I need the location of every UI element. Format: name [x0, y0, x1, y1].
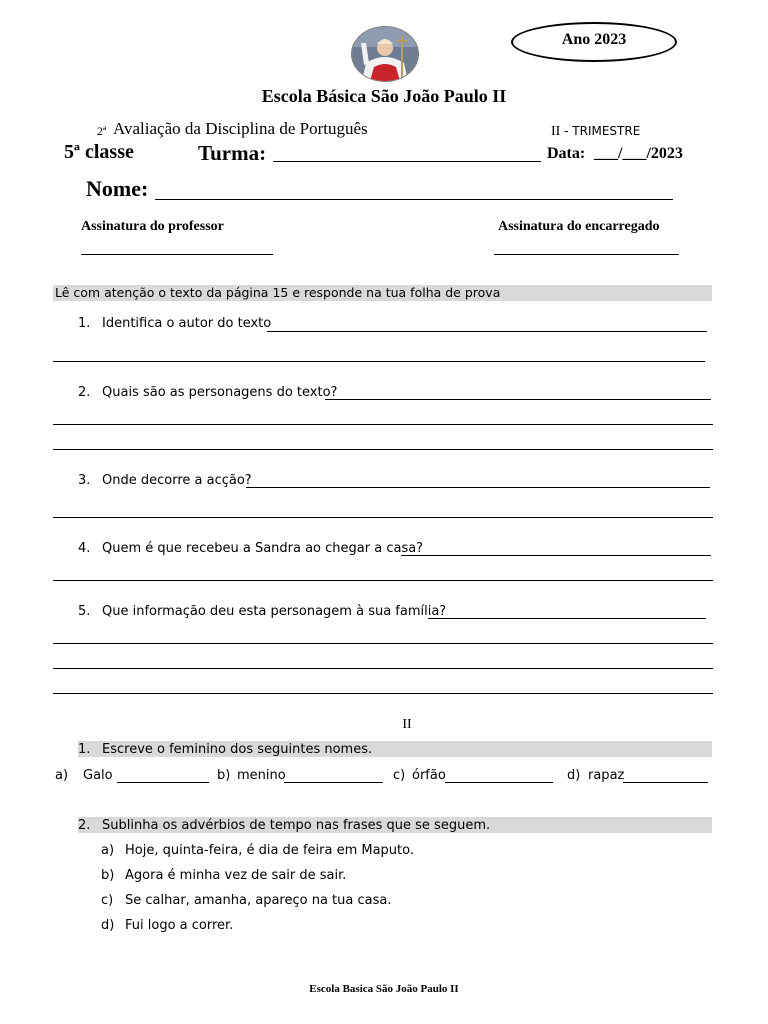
answer-line[interactable] — [325, 399, 711, 400]
question-number: 5. — [78, 604, 91, 619]
portrait-photo — [351, 26, 419, 82]
answer-line[interactable] — [246, 487, 710, 488]
footer-text: Escola Basica São João Paulo II — [309, 983, 459, 995]
feminine-item-label: a) — [55, 768, 69, 783]
question-text: Quem é que recebeu a Sandra ao chegar a casa? — [102, 541, 424, 556]
turma-label: Turma: — [198, 141, 267, 165]
section-2-question-1 — [78, 742, 478, 758]
answer-line[interactable] — [428, 618, 706, 619]
term-roman: II — [551, 124, 561, 139]
date-value[interactable]: ___/___/2023 — [594, 145, 683, 162]
guardian-signature-field[interactable] — [494, 254, 679, 255]
section-2-heading: II — [402, 717, 412, 732]
instruction-text: Lê com atenção o texto da página 15 e responde na tua folha de prova — [55, 285, 501, 300]
sentence-label: c) — [101, 893, 114, 908]
question-text: Identifica o autor do texto — [102, 316, 272, 331]
name-label: Nome: — [86, 176, 149, 201]
answer-line[interactable] — [53, 643, 713, 644]
evaluation-number: 2ª — [97, 124, 107, 138]
sentence-text[interactable]: Hoje, quinta-feira, é dia de feira em Maputo. — [125, 843, 414, 858]
sentence-label: a) — [101, 843, 115, 858]
sentence-text[interactable]: Se calhar, amanha, apareço na tua casa. — [125, 893, 392, 908]
name-field[interactable] — [155, 199, 673, 200]
year-badge-text: Ano 2023 — [561, 31, 627, 48]
feminine-item-label: b) — [217, 768, 231, 783]
question-text: Onde decorre a acção? — [102, 473, 252, 488]
question-number: 1. — [78, 742, 91, 757]
question-4 — [78, 541, 424, 559]
feminine-item-word: Galo — [83, 768, 113, 783]
answer-line[interactable] — [53, 449, 713, 450]
sentence-label: d) — [101, 918, 115, 933]
question-3 — [78, 473, 378, 491]
question-5 — [78, 604, 447, 622]
feminine-item-word: menino — [237, 768, 286, 783]
question-number: 4. — [78, 541, 91, 556]
feminine-item-word: órfão — [412, 768, 446, 783]
answer-line[interactable] — [53, 693, 713, 694]
feminine-answer-field[interactable] — [623, 782, 708, 783]
question-text: Escreve o feminino dos seguintes nomes. — [102, 742, 373, 757]
question-text: Quais são as personagens do texto? — [102, 385, 338, 400]
guardian-signature-label: Assinatura do encarregado — [498, 219, 660, 234]
sentence-text[interactable]: Fui logo a correr. — [125, 918, 234, 933]
answer-line[interactable] — [401, 555, 711, 556]
evaluation-title: Avaliação da Disciplina de Português — [113, 119, 368, 138]
feminine-item-label: c) — [393, 768, 406, 783]
question-2 — [78, 385, 378, 403]
feminine-item-word: rapaz — [588, 768, 625, 783]
answer-line[interactable] — [53, 668, 713, 669]
feminine-answer-field[interactable] — [445, 782, 553, 783]
date-label: Data: — [547, 145, 586, 162]
sentence-label: b) — [101, 868, 115, 883]
question-number: 2. — [78, 385, 91, 400]
school-name: Escola Básica São João Paulo II — [261, 86, 507, 106]
question-text: Sublinha os advérbios de tempo nas frases que se seguem. — [102, 818, 491, 833]
answer-line[interactable] — [53, 361, 705, 362]
teacher-signature-field[interactable] — [81, 254, 273, 255]
feminine-answer-field[interactable] — [117, 782, 209, 783]
question-number: 1. — [78, 316, 91, 331]
sentence-text[interactable]: Agora é minha vez de sair de sair. — [125, 868, 347, 883]
turma-field[interactable] — [273, 161, 541, 162]
answer-line[interactable] — [53, 517, 713, 518]
class-label: 5ª classe — [64, 141, 134, 163]
teacher-signature-label: Assinatura do professor — [81, 219, 224, 234]
feminine-item-label: d) — [567, 768, 581, 783]
term-label — [551, 122, 640, 140]
term-text: - TRIMESTRE — [560, 124, 641, 138]
section-2-question-2 — [78, 818, 498, 834]
question-number: 2. — [78, 818, 91, 833]
question-text: Que informação deu esta personagem à sua família? — [102, 604, 447, 619]
answer-line[interactable] — [53, 580, 713, 581]
answer-line[interactable] — [267, 331, 707, 332]
feminine-answer-field[interactable] — [284, 782, 383, 783]
answer-line[interactable] — [53, 424, 713, 425]
question-number: 3. — [78, 473, 91, 488]
